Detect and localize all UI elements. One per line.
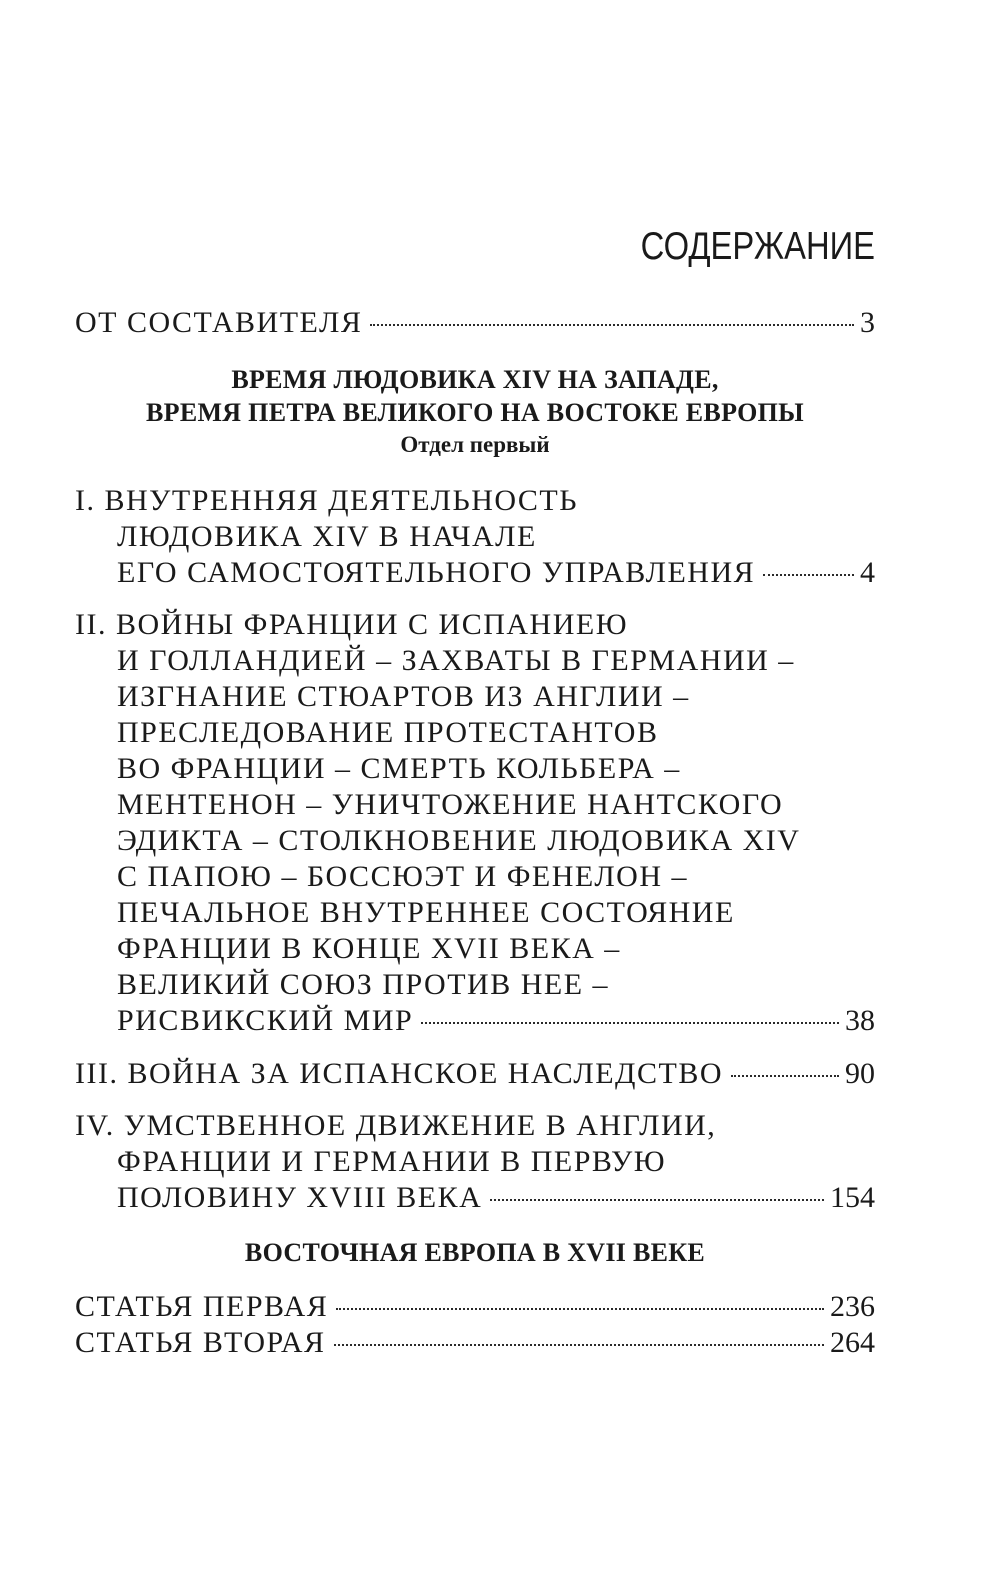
entry-label: III. ВОЙНА ЗА ИСПАНСКОЕ НАСЛЕДСТВО — [75, 1057, 724, 1090]
toc-line — [75, 823, 875, 859]
part-heading-line-2: ВРЕМЯ ПЕТРА ВЕЛИКОГО НА ВОСТОКЕ ЕВРОПЫ — [146, 398, 804, 427]
dot-leader — [334, 1344, 824, 1346]
part-heading-line-1: ВРЕМЯ ЛЮДОВИКА XIV НА ЗАПАДЕ, — [231, 365, 719, 394]
toc-line — [75, 787, 875, 823]
dot-leader — [336, 1308, 824, 1310]
page-title: СОДЕРЖАНИЕ — [640, 225, 875, 268]
entry-label: ВО ФРАНЦИИ – СМЕРТЬ КОЛЬБЕРА – — [117, 752, 681, 785]
page-number: 90 — [845, 1057, 875, 1090]
toc-entry-article-1 — [75, 1289, 875, 1325]
dot-leader — [731, 1075, 839, 1077]
toc-line — [75, 859, 875, 895]
toc-line — [75, 607, 875, 643]
toc-entry-chapter-4 — [75, 1108, 875, 1216]
part-heading: ВОСТОЧНАЯ ЕВРОПА В XVII ВЕКЕ — [244, 1238, 706, 1267]
toc-line — [75, 895, 875, 931]
toc-line — [75, 715, 875, 751]
dot-leader — [763, 574, 854, 576]
page-number: 236 — [830, 1290, 875, 1323]
dot-leader — [370, 324, 854, 326]
toc-entry-chapter-1 — [75, 483, 875, 591]
entry-label: ЛЮДОВИКА XIV В НАЧАЛЕ — [117, 520, 537, 553]
toc-line — [75, 555, 875, 591]
toc-line — [75, 1180, 875, 1216]
articles-list — [75, 1289, 875, 1361]
entry-label: ОТ СОСТАВИТЕЛЯ — [75, 306, 363, 339]
entry-label: МЕНТЕНОН – УНИЧТОЖЕНИЕ НАНТСКОГО — [117, 788, 784, 821]
page-number: 264 — [830, 1326, 875, 1359]
toc-line — [75, 751, 875, 787]
entry-label: IV. УМСТВЕННОЕ ДВИЖЕНИЕ В АНГЛИИ, — [75, 1109, 717, 1142]
page-number: 4 — [860, 556, 875, 589]
entry-label: ПЕЧАЛЬНОЕ ВНУТРЕННЕЕ СОСТОЯНИЕ — [117, 896, 735, 929]
toc-line — [75, 1003, 875, 1039]
part-heading-block — [75, 1236, 875, 1269]
toc-line — [75, 1108, 875, 1144]
dot-leader — [421, 1022, 839, 1024]
part-subheading: Отдел первый — [400, 432, 550, 457]
entry-label: ПОЛОВИНУ XVIII ВЕКА — [117, 1181, 483, 1214]
dot-leader — [490, 1199, 824, 1201]
page-number: 38 — [845, 1004, 875, 1037]
table-of-contents — [75, 305, 875, 1361]
toc-line — [75, 519, 875, 555]
entry-label: ПРЕСЛЕДОВАНИЕ ПРОТЕСТАНТОВ — [117, 716, 659, 749]
toc-entry-preface — [75, 305, 875, 341]
entry-label: СТАТЬЯ ПЕРВАЯ — [75, 1290, 329, 1323]
toc-line — [75, 679, 875, 715]
toc-entry-chapter-2 — [75, 607, 875, 1039]
entry-label: РИСВИКСКИЙ МИР — [117, 1004, 414, 1037]
entry-label: СТАТЬЯ ВТОРАЯ — [75, 1326, 326, 1359]
entry-label: ФРАНЦИИ И ГЕРМАНИИ В ПЕРВУЮ — [117, 1145, 667, 1178]
page-number: 3 — [860, 306, 875, 339]
page-number: 154 — [830, 1181, 875, 1214]
toc-line — [75, 1056, 875, 1092]
entry-label: С ПАПОЮ – БОССЮЭТ И ФЕНЕЛОН – — [117, 860, 689, 893]
entry-label: II. ВОЙНЫ ФРАНЦИИ С ИСПАНИЕЮ — [75, 608, 629, 641]
toc-line — [75, 483, 875, 519]
entry-label: ИЗГНАНИЕ СТЮАРТОВ ИЗ АНГЛИИ – — [117, 680, 690, 713]
entry-label: ЭДИКТА – СТОЛКНОВЕНИЕ ЛЮДОВИКА XIV — [117, 824, 801, 857]
toc-line — [75, 967, 875, 1003]
entry-label: I. ВНУТРЕННЯЯ ДЕЯТЕЛЬНОСТЬ — [75, 484, 578, 517]
entry-label: ЕГО САМОСТОЯТЕЛЬНОГО УПРАВЛЕНИЯ — [117, 556, 756, 589]
toc-entry-article-2 — [75, 1325, 875, 1361]
entry-label: ФРАНЦИИ В КОНЦЕ XVII ВЕКА – — [117, 932, 621, 965]
part-heading-block — [75, 363, 875, 461]
toc-line — [75, 643, 875, 679]
toc-line — [75, 305, 875, 341]
entry-label: И ГОЛЛАНДИЕЙ – ЗАХВАТЫ В ГЕРМАНИИ – — [117, 644, 795, 677]
toc-line — [75, 931, 875, 967]
toc-entry-chapter-3 — [75, 1056, 875, 1092]
toc-line — [75, 1144, 875, 1180]
entry-label: ВЕЛИКИЙ СОЮЗ ПРОТИВ НЕЕ – — [117, 968, 610, 1001]
